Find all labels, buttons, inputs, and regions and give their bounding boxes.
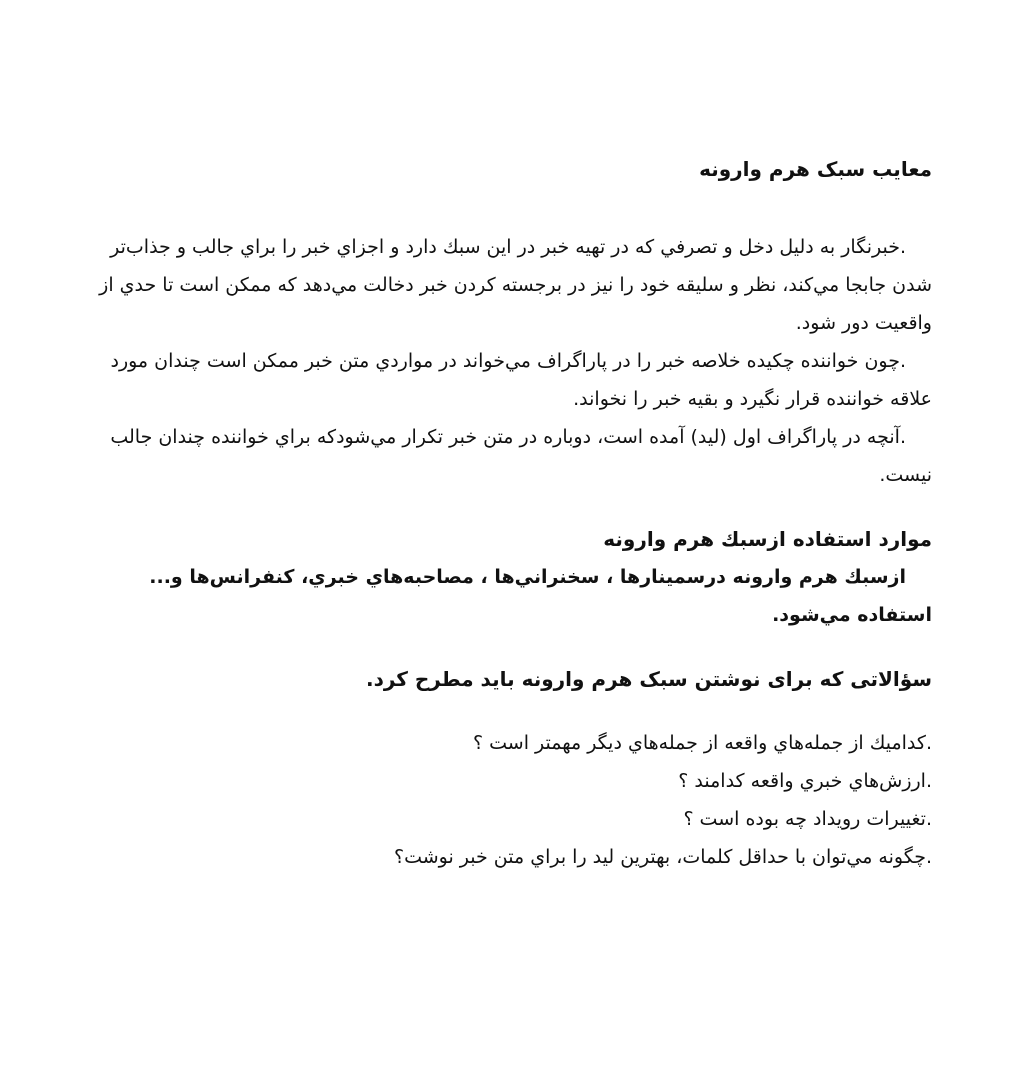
paragraph-uses: ازسبك هرم وارونه درسمينارها ، سخنراني‌ها ، مصاحبه‌هاي خبري، كنفرانس‌ها و... استفاده مي‌شود. [149, 566, 932, 626]
spacer [90, 188, 932, 228]
paragraph-disadvantage-1: .خبرنگار به دليل دخل و تصرفي كه در تهيه خبر در اين سبك دارد و اجزاي خبر را براي جالب و جذاب‌تر شدن جابجا مي‌كند، نظر و سليقه خود را نيز در برجسته كردن خبر دخالت مي‌دهد كه ممكن است تا حدي از واقعيت دور شود. [99, 236, 932, 334]
question-item: .كداميك از جمله‌هاي واقعه از جمله‌هاي ديگر مهمتر است ؟ [473, 732, 932, 754]
question-item: .چگونه مي‌توان با حداقل كلمات، بهترين ليد را براي متن خبر نوشت؟ [393, 846, 932, 868]
spacer [90, 494, 932, 520]
section-heading-questions: سؤالاتی که برای نوشتن سبک هرم وارونه باید مطرح کرد. [365, 667, 932, 691]
question-item: .ارزش‌هاي خبري واقعه كدامند ؟ [678, 770, 932, 792]
spacer [90, 698, 932, 724]
paragraph-disadvantage-2: .چون خواننده چكيده خلاصه خبر را در پاراگراف مي‌خواند در مواردي متن خبر ممكن است چندان مورد علاقه خواننده قرار نگيرد و بقيه خبر را نخواند. [110, 350, 932, 410]
paragraph-disadvantage-3: .آنچه در پاراگراف اول (ليد) آمده است، دوباره در متن خبر تكرار مي‌شودكه براي خواننده چندان جالب نيست. [110, 426, 932, 486]
section-heading-disadvantages: معایب سبک هرم وارونه [699, 157, 932, 181]
question-item: .تغييرات رويداد چه بوده است ؟ [683, 808, 932, 830]
spacer [90, 634, 932, 660]
section-heading-uses: موارد استفاده ازسبك هرم وارونه [603, 527, 932, 551]
document-body [90, 150, 932, 876]
